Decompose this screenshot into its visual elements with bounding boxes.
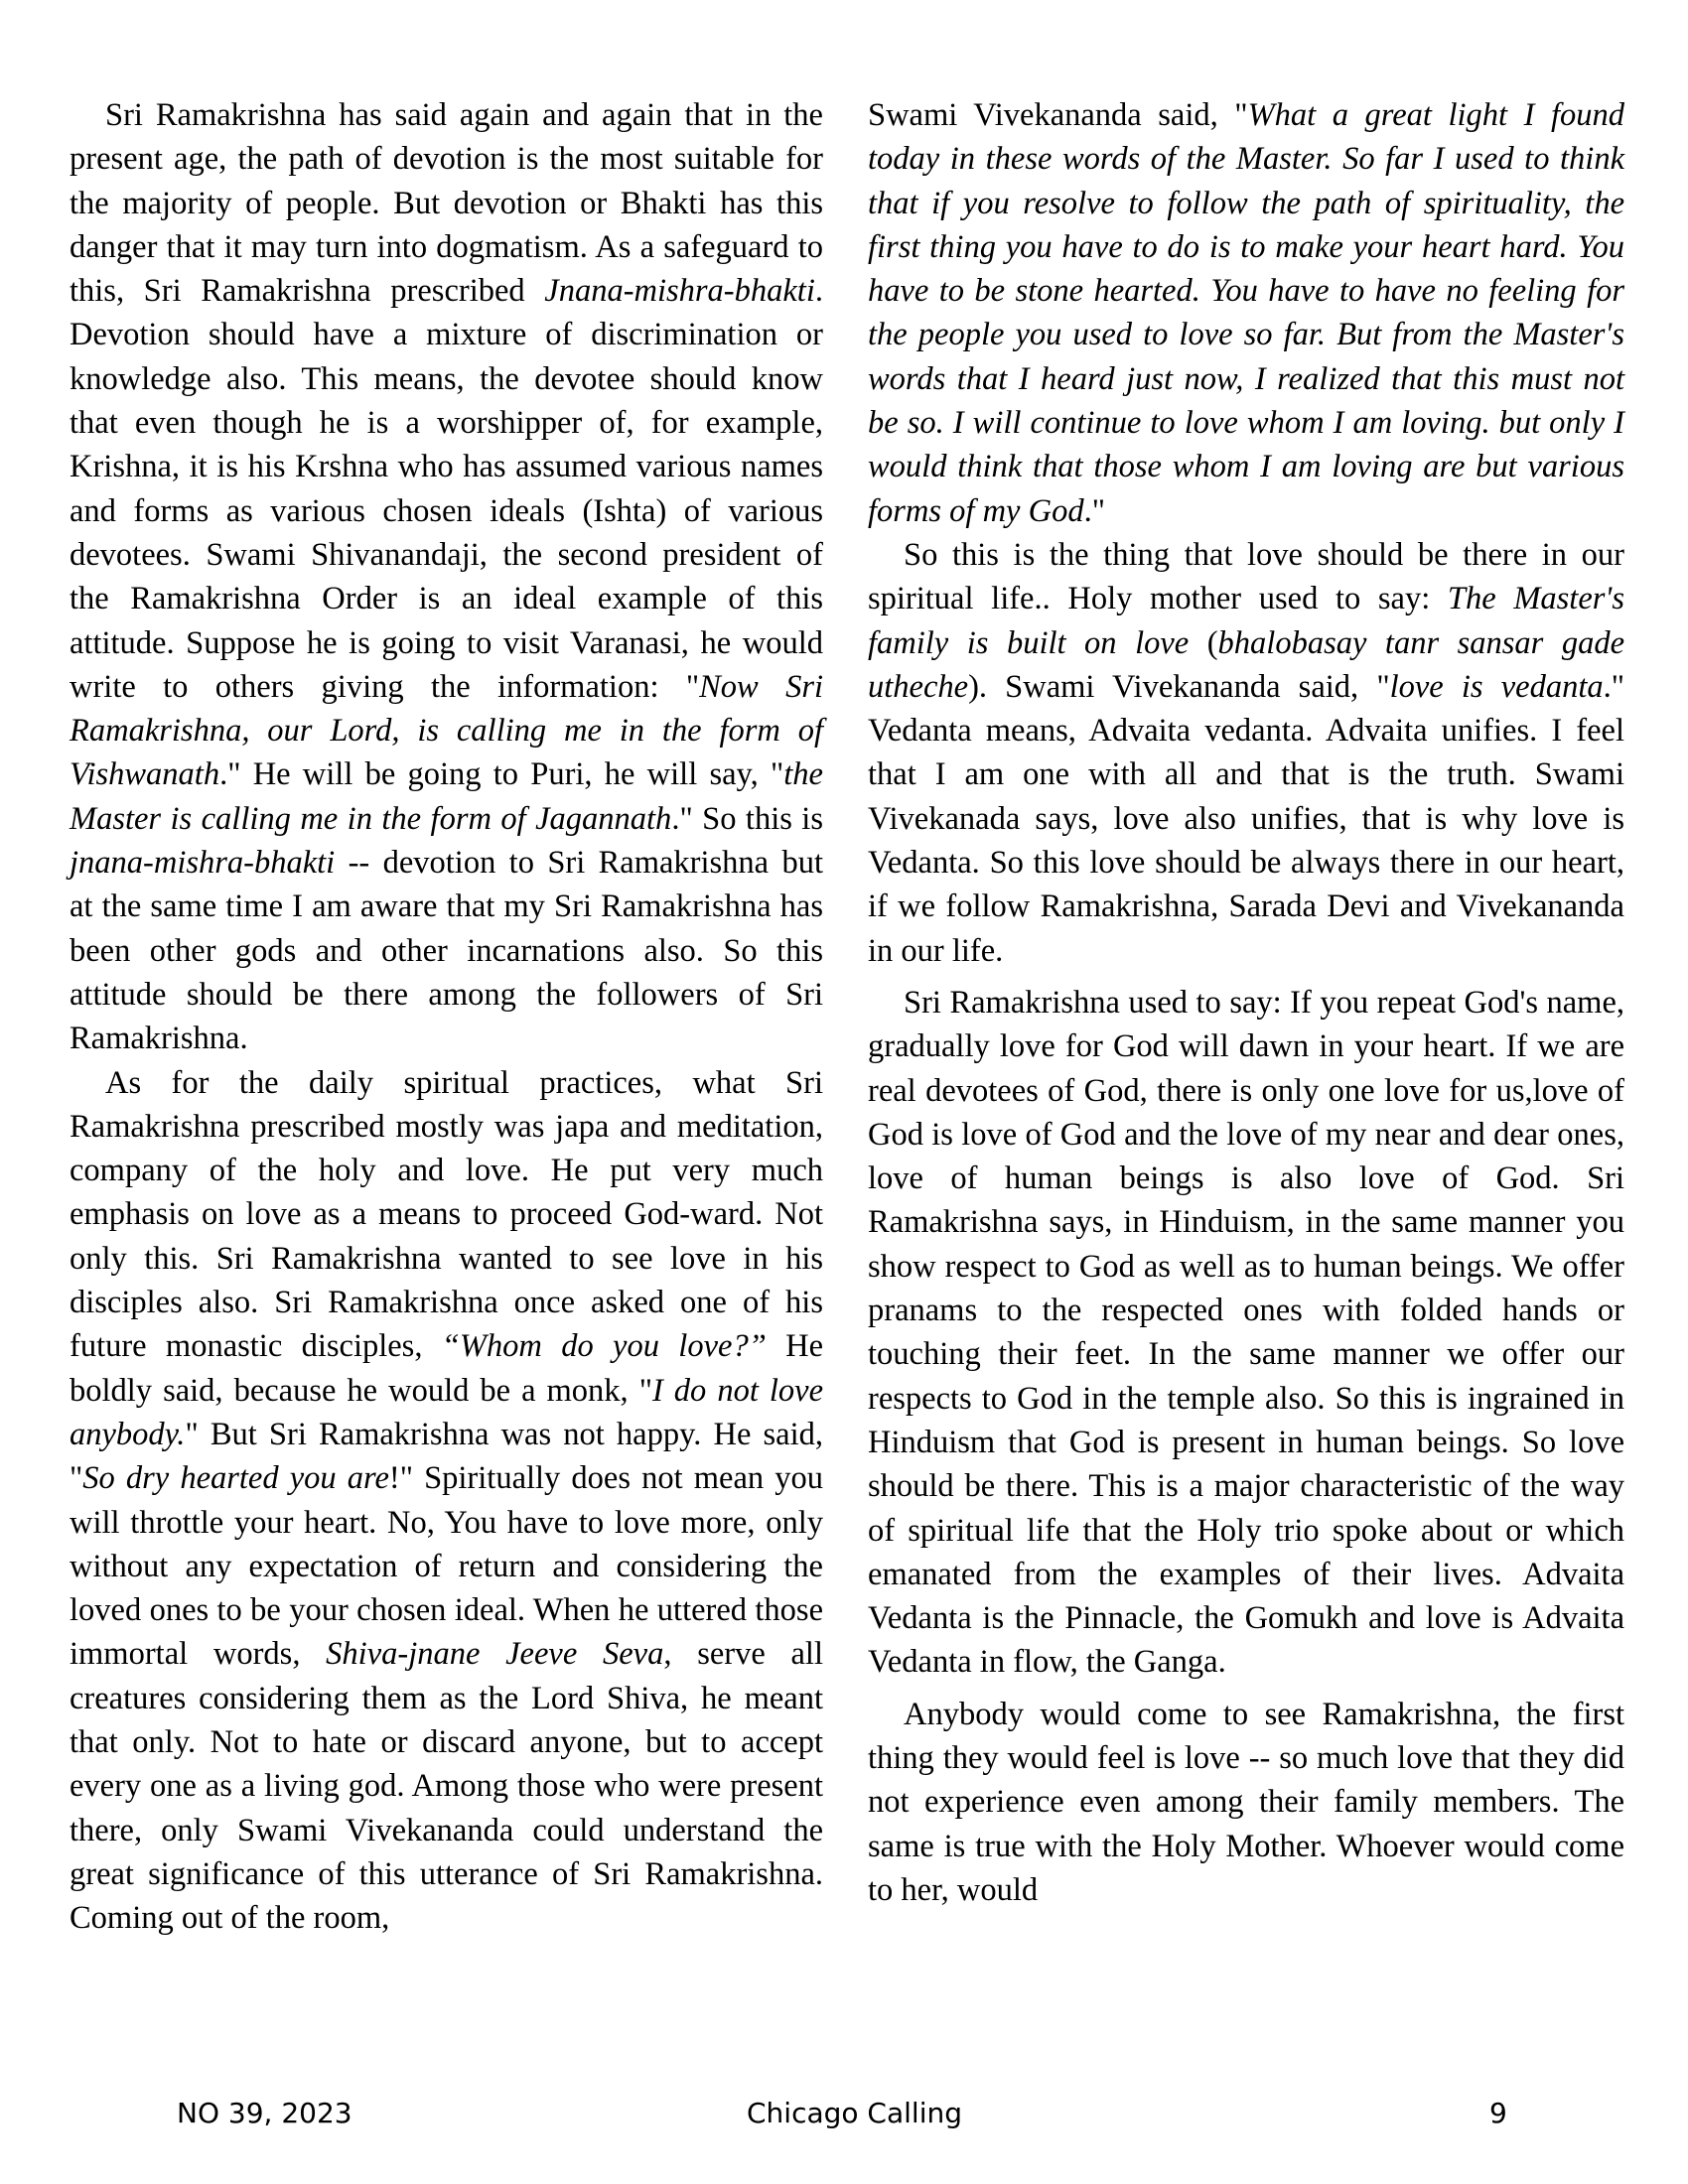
italic-text-run: What a great light I found today in these words of the Master. So far I used to think that if you resolve to follow the path of spirituality, the first thing you have to do is to make your heart hard. You have to be stone hearted. You have to have no feeling for the people you used to love so far. But from the Master's words that I heard just now, I realized that this must not be so. I will continue to love whom I am loving. but only I would think that those whom I am loving are but various forms of my God bbox=[868, 97, 1624, 529]
italic-text-run: The Master's family is built on love bbox=[868, 581, 1624, 661]
italic-text-run: I do not love anybody. bbox=[70, 1372, 823, 1452]
text-run: Anybody would come to see Ramakrishna, the first thing they would feel is love -- so much love that they did not experience even among their family members. The same is true with the Holy Mother. Whoever would come to her, would bbox=[868, 1696, 1624, 1908]
paragraph bbox=[868, 1693, 1624, 1912]
italic-text-run: “Whom do you love?” bbox=[441, 1328, 767, 1365]
paragraph bbox=[868, 533, 1624, 973]
text-run: ." He will be going to Puri, he will say, " bbox=[219, 756, 784, 793]
text-run: So this is the thing that love should be there in our spiritual life.. Holy mother used to say: bbox=[868, 536, 1624, 617]
text-run: ." bbox=[1083, 492, 1105, 529]
italic-text-run: So dry hearted you are bbox=[82, 1460, 389, 1497]
page-number: 9 bbox=[1489, 2097, 1507, 2129]
text-run: He boldly said, because he would be a monk, " bbox=[70, 1328, 823, 1409]
text-run: As for the daily spiritual practices, what Sri Ramakrishna prescribed mostly was japa and meditation, company of the holy and love. He put very much emphasis on love as a means to proceed God-ward. Not only this. Sri Ramakrishna wanted to see love in his disciples also. Sri Ramakrishna once asked one of his future monastic disciples, bbox=[70, 1064, 823, 1365]
italic-text-run: Now Sri Ramakrishna, our Lord, is calling me in the form of Vishwanath bbox=[70, 668, 823, 793]
italic-text-run: Jnana-mishra-bhakti bbox=[544, 273, 815, 310]
right-column bbox=[868, 93, 1624, 1912]
italic-text-run: bhalobasay tanr sansar gade utheche bbox=[868, 624, 1624, 705]
text-run: ( bbox=[1189, 624, 1218, 661]
text-run: Sri Ramakrishna used to say: If you repeat God's name, gradually love for God will dawn in your heart. If we are real devotees of God, there is only one love for us,love of God is love of God and the love of my near and dear ones, love of human beings is also love of God. Sri Ramakrishna says, in Hinduism, in the same manner you show respect to God as well as to human beings. We offer pranams to the respected ones with folded hands or touching their feet. In the same manner we offer our respects to God in the temple also. So this is ingrained in Hinduism that God is present in human beings. So love should be there. This is a major characteristic of the way of spiritual life that the Holy trio spoke about or which emanated from the examples of their lives. Advaita Vedanta is the Pinnacle, the Gomukh and love is Advaita Vedanta in flow, the Ganga. bbox=[868, 984, 1624, 1681]
text-run: , serve all creatures considering them as the Lord Shiva, he meant that only. Not to hate or discard anyone, but to accept every one as a living god. Among those who were present there, only Swami Vivekananda could understand the great significance of this utterance of Sri Ramakrishna. Coming out of the room, bbox=[70, 1636, 823, 1937]
text-run: Sri Ramakrishna has said again and again that in the present age, the path of devotion is the most suitable for the majority of people. But devotion or Bhakti has this danger that it may turn into dogmatism. As a safeguard to this, Sri Ramakrishna prescribed bbox=[70, 97, 823, 310]
italic-text-run: the Master is calling me in the form of Jagannath bbox=[70, 756, 823, 837]
journal-title: Chicago Calling bbox=[747, 2097, 962, 2129]
paragraph bbox=[70, 93, 823, 1061]
text-run: . Devotion should have a mixture of discrimination or knowledge also. This means, the devotee should know that even though he is a worshipper of, for example, Krishna, it is his Krshna who has assumed various names and forms as various chosen ideals (Ishta) of various devotees. Swami Shivanandaji, the second president of the Ramakrishna Order is an ideal example of this attitude. Suppose he is going to visit Varanasi, he would write to others giving the information: " bbox=[70, 273, 823, 705]
left-column bbox=[70, 93, 823, 1940]
text-run: -- devotion to Sri Ramakrishna but at the same time I am aware that my Sri Ramakrishna has been other gods and other incarnations also. So this attitude should be there among the followers of Sri Ramakrishna. bbox=[70, 845, 823, 1057]
text-run: !" Spiritually does not mean you will throttle your heart. No, You have to love more, only without any expectation of return and considering the loved ones to be your chosen ideal. When he uttered those immortal words, bbox=[70, 1460, 823, 1673]
italic-text-run: love is vedanta bbox=[1389, 668, 1604, 705]
paragraph bbox=[868, 93, 1624, 533]
text-run: ." Vedanta means, Advaita vedanta. Advaita unifies. I feel that I am one with all and that is the truth. Swami Vivekanada says, love also unifies, that is why love is Vedanta. So this love should be always there in our heart, if we follow Ramakrishna, Sarada Devi and Vivekananda in our life. bbox=[868, 668, 1625, 969]
text-run: ." So this is bbox=[671, 800, 823, 837]
italic-text-run: Shiva-jnane Jeeve Seva bbox=[326, 1636, 664, 1673]
paragraph bbox=[868, 981, 1624, 1685]
italic-text-run: jnana-mishra-bhakti bbox=[70, 845, 336, 882]
text-run: " But Sri Ramakrishna was not happy. He said, " bbox=[70, 1416, 823, 1497]
paragraph bbox=[70, 1061, 823, 1941]
issue-label: NO 39, 2023 bbox=[177, 2097, 352, 2129]
text-run: Swami Vivekananda said, " bbox=[868, 97, 1248, 133]
text-run: ). Swami Vivekananda said, " bbox=[968, 668, 1390, 705]
